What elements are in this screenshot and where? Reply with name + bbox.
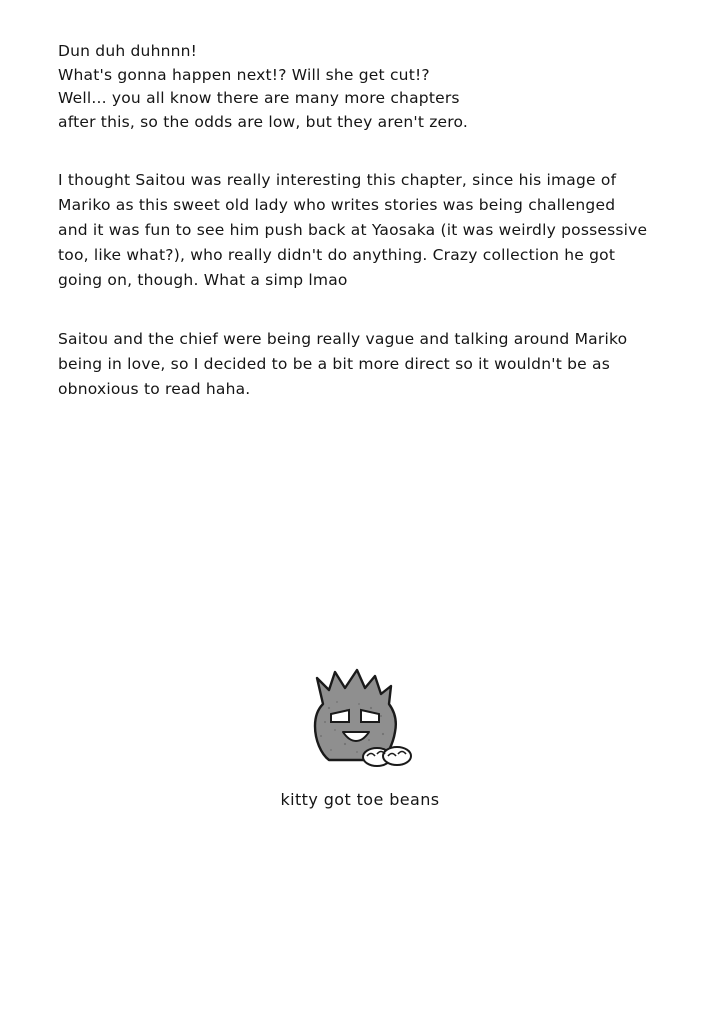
note-line: obnoxious to read haha. <box>58 380 251 398</box>
note-line: I thought Saitou was really interesting this chapter, since his image of <box>58 171 617 189</box>
note-paragraph-3 <box>58 327 668 402</box>
author-notes <box>58 40 668 428</box>
note-line: Dun duh duhnnn! <box>58 42 198 60</box>
note-line: and it was fun to see him push back at Yaosaka (it was weirdly possessive <box>58 221 648 239</box>
note-line: being in love, so I decided to be a bit more direct so it wouldn't be as <box>58 355 610 373</box>
note-line: after this, so the odds are low, but they aren't zero. <box>58 112 469 131</box>
note-line: Well... you all know there are many more chapters <box>58 89 460 107</box>
note-paragraph-2 <box>58 168 668 293</box>
note-paragraph-1 <box>58 40 668 134</box>
grumpy-cat-doodle-icon <box>295 660 425 780</box>
note-line: What's gonna happen next!? Will she get cut!? <box>58 65 430 84</box>
note-line: going on, though. What a simp lmao <box>58 271 348 289</box>
note-line: too, like what?), who really didn't do anything. Crazy collection he got <box>58 246 616 264</box>
illustration-caption: kitty got toe beans <box>280 790 440 809</box>
illustration-block <box>0 660 720 809</box>
note-line: Saitou and the chief were being really vague and talking around Mariko <box>58 330 628 348</box>
note-line: Mariko as this sweet old lady who writes stories was being challenged <box>58 196 616 214</box>
